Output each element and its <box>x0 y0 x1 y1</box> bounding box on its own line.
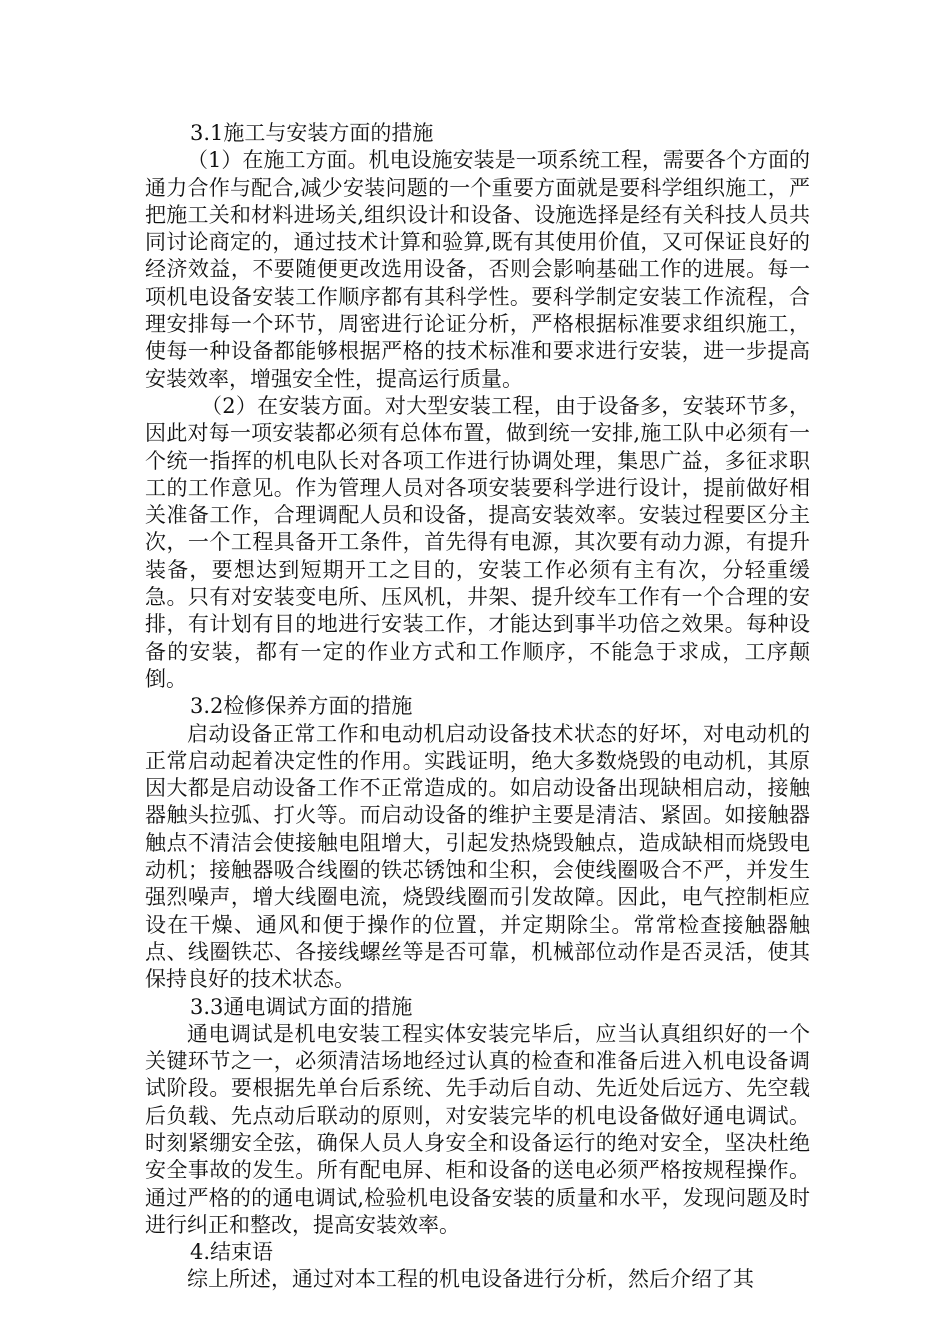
paragraph-construction: （1）在施工方面。机电设施安装是一项系统工程，需要各个方面的通力合作与配合,减少安装问题的一个重要方面就是要科学组织施工，严把施工关和材料进场关,组织设计和设备、设施选择是经有关科技人员共同讨论商定的，通过技术计算和验算,既有其使用价值，又可保证良好的经济效益，不要随便更改选用设备，否则会影响基础工作的进展。每一项机电设备安装工作顺序都有其科学性。要科学制定安装工作流程，合理安排每一个环节，周密进行论证分析，严格根据标准要求组织施工，使每一种设备都能够根据严格的技术标准和要求进行安装，进一步提高安装效率，增强安全性，提高运行质量。 <box>145 148 810 391</box>
paragraph-power-on-testing: 通电调试是机电安装工程实体安装完毕后，应当认真组织好的一个关键环节之一，必须清洁场地经过认真的检查和准备后进入机电设备调试阶段。要根据先单台后系统、先手动后自动、先近处后远方、先空载后负载、先点动后联动的原则，对安装完毕的机电设备做好通电调试。时刻紧绷安全弦，确保人员人身安全和设备运行的绝对安全，坚决杜绝安全事故的发生。所有配电屏、柜和设备的送电必须严格按规程操作。通过严格的的通电调试,检验机电设备安装的质量和水平，发现问题及时进行纠正和整改，提高安装效率。 <box>145 1021 810 1237</box>
section-heading-3-1: 3.1施工与安装方面的措施 <box>190 121 434 145</box>
paragraph-installation: （2）在安装方面。对大型安装工程，由于设备多，安装环节多，因此对每一项安装都必须有总体布置，做到统一安排,施工队中必须有一个统一指挥的机电队长对各项工作进行协调处理，集思广益，多征求职工的工作意见。作为管理人员对各项安装要科学进行设计，提前做好相关准备工作，合理调配人员和设备，提高安装效率。安装过程要区分主次，一个工程具备开工条件，首先得有电源，其次要有动力源，有提升装备，要想达到短期开工之目的，安装工作必须有主有次，分轻重缓急。只有对安装变电所、压风机，井架、提升绞车工作有一个合理的安排，有计划有目的地进行安装工作，才能达到事半功倍之效果。每种设备的安装，都有一定的作业方式和工作顺序，不能急于求成，工序颠倒。 <box>145 393 810 691</box>
section-heading-4: 4.结束语 <box>190 1240 274 1265</box>
document-body <box>145 120 810 1294</box>
section-heading-3-2: 3.2检修保养方面的措施 <box>190 694 413 719</box>
paragraph-conclusion: 综上所述，通过对本工程的机电设备进行分析，然后介绍了其 <box>187 1267 754 1292</box>
section-heading-3-3: 3.3通电调试方面的措施 <box>190 994 413 1019</box>
paragraph-maintenance: 启动设备正常工作和电动机启动设备技术状态的好坏，对电动机的正常启动起着决定性的作用。实践证明，绝大多数烧毁的电动机，其原因大都是启动设备工作不正常造成的。如启动设备出现缺相启动，接触器触头拉弧、打火等。而启动设备的维护主要是清洁、紧固。如接触器触点不清洁会使接触电阻增大，引起发热烧毁触点，造成缺相而烧毁电动机；接触器吸合线圈的铁芯锈蚀和尘积，会使线圈吸合不严，并发生强烈噪声，增大线圈电流，烧毁线圈而引发故障。因此，电气控制柜应设在干燥、通风和便于操作的位置，并定期除尘。常常检查接触器触点、线圈铁芯、各接线螺丝等是否可靠，机械部位动作是否灵活，使其保持良好的技术状态。 <box>145 721 810 992</box>
